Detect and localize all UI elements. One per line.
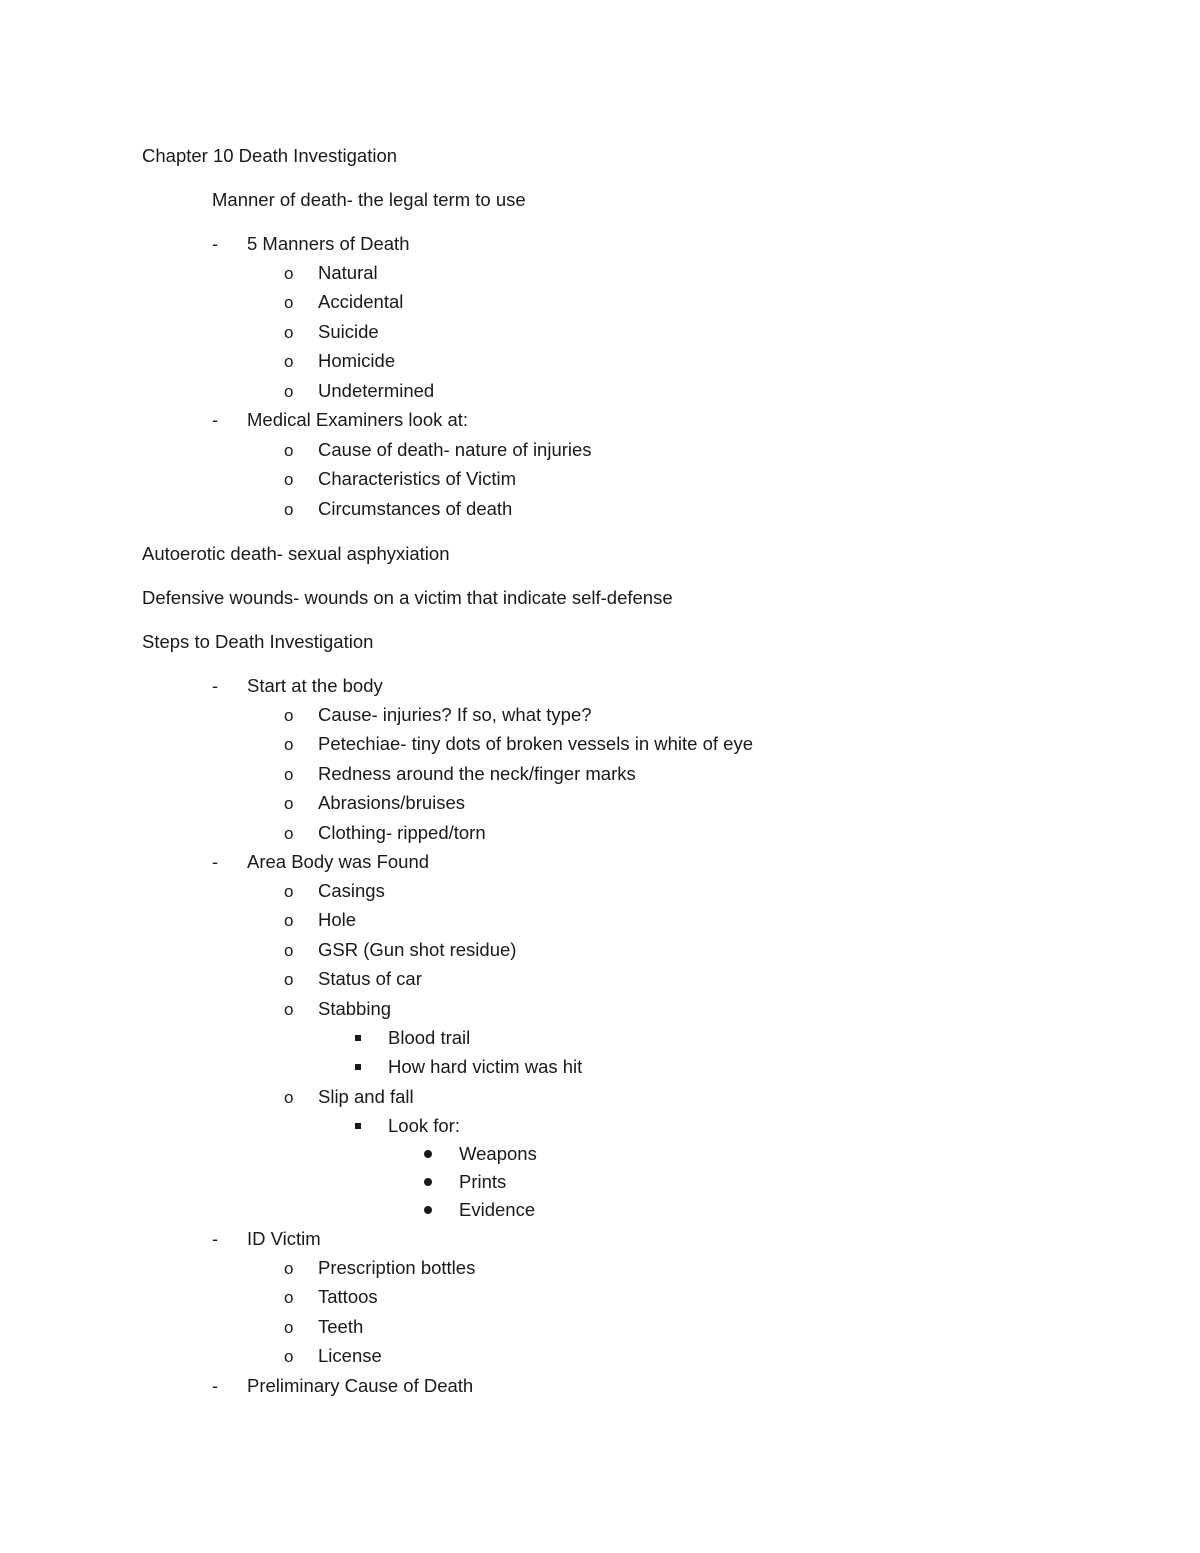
list-item: Cause- injuries? If so, what type?	[318, 704, 592, 725]
circle-bullet: o	[284, 911, 294, 930]
list-item: License	[318, 1345, 382, 1366]
square-bullet	[355, 1064, 361, 1070]
autoerotic-definition: Autoerotic death- sexual asphyxiation	[142, 543, 450, 564]
circle-bullet: o	[284, 824, 294, 843]
circle-bullet: o	[284, 1318, 294, 1337]
circle-bullet: o	[284, 382, 294, 401]
list-item: Petechiae- tiny dots of broken vessels in white of eye	[318, 733, 753, 754]
list-item: Circumstances of death	[318, 498, 513, 519]
circle-bullet: o	[284, 1259, 294, 1278]
circle-bullet: o	[284, 323, 294, 342]
dot-bullet	[424, 1206, 432, 1214]
circle-bullet: o	[284, 794, 294, 813]
list-item: Status of car	[318, 968, 422, 989]
list-item: Slip and fall	[318, 1086, 414, 1107]
circle-bullet: o	[284, 264, 294, 283]
list-item: Tattoos	[318, 1286, 378, 1307]
circle-bullet: o	[284, 352, 294, 371]
dot-bullet	[424, 1150, 432, 1158]
list-item: Redness around the neck/finger marks	[318, 763, 636, 784]
list-item: Look for:	[388, 1115, 460, 1136]
list-item: Homicide	[318, 350, 396, 371]
circle-bullet: o	[284, 441, 294, 460]
list-item: Blood trail	[388, 1027, 471, 1048]
defensive-definition: Defensive wounds- wounds on a victim that indicate self-defense	[142, 587, 673, 608]
circle-bullet: o	[284, 735, 294, 754]
list-item: How hard victim was hit	[388, 1056, 583, 1077]
list-item: Stabbing	[318, 998, 392, 1019]
list-item: Casings	[318, 880, 385, 901]
circle-bullet: o	[284, 706, 294, 725]
area-found-heading: Area Body was Found	[247, 851, 430, 872]
dash-bullet: -	[212, 676, 218, 696]
list-item: Clothing- ripped/torn	[318, 822, 486, 843]
document-title: Chapter 10 Death Investigation	[142, 145, 398, 166]
steps-heading: Steps to Death Investigation	[142, 631, 374, 652]
circle-bullet: o	[284, 1088, 294, 1107]
medical-examiners-heading: Medical Examiners look at:	[247, 409, 469, 430]
dot-bullet	[424, 1178, 432, 1186]
circle-bullet: o	[284, 1347, 294, 1366]
square-bullet	[355, 1035, 361, 1041]
circle-bullet: o	[284, 1288, 294, 1307]
five-manners-heading: 5 Manners of Death	[247, 233, 410, 254]
list-item: Cause of death- nature of injuries	[318, 439, 592, 460]
start-body-heading: Start at the body	[247, 675, 383, 696]
list-item: Natural	[318, 262, 378, 283]
manner-intro: Manner of death- the legal term to use	[212, 189, 526, 210]
circle-bullet: o	[284, 882, 294, 901]
list-item: Prescription bottles	[318, 1257, 476, 1278]
circle-bullet: o	[284, 500, 294, 519]
circle-bullet: o	[284, 1000, 294, 1019]
dash-bullet: -	[212, 1376, 218, 1396]
preliminary-heading: Preliminary Cause of Death	[247, 1375, 474, 1396]
square-bullet	[355, 1123, 361, 1129]
dash-bullet: -	[212, 852, 218, 872]
list-item: Abrasions/bruises	[318, 792, 466, 813]
dash-bullet: -	[212, 234, 218, 254]
list-item: Undetermined	[318, 380, 435, 401]
list-item: Suicide	[318, 321, 379, 342]
list-item: Accidental	[318, 291, 404, 312]
dash-bullet: -	[212, 410, 218, 430]
list-item: Evidence	[459, 1199, 536, 1220]
circle-bullet: o	[284, 765, 294, 784]
list-item: Hole	[318, 909, 357, 930]
list-item: Weapons	[459, 1143, 537, 1164]
id-victim-heading: ID Victim	[247, 1228, 321, 1249]
circle-bullet: o	[284, 941, 294, 960]
list-item: Prints	[459, 1171, 507, 1192]
dash-bullet: -	[212, 1229, 218, 1249]
circle-bullet: o	[284, 293, 294, 312]
circle-bullet: o	[284, 470, 294, 489]
circle-bullet: o	[284, 970, 294, 989]
list-item: Characteristics of Victim	[318, 468, 517, 489]
list-item: GSR (Gun shot residue)	[318, 939, 517, 960]
list-item: Teeth	[318, 1316, 364, 1337]
